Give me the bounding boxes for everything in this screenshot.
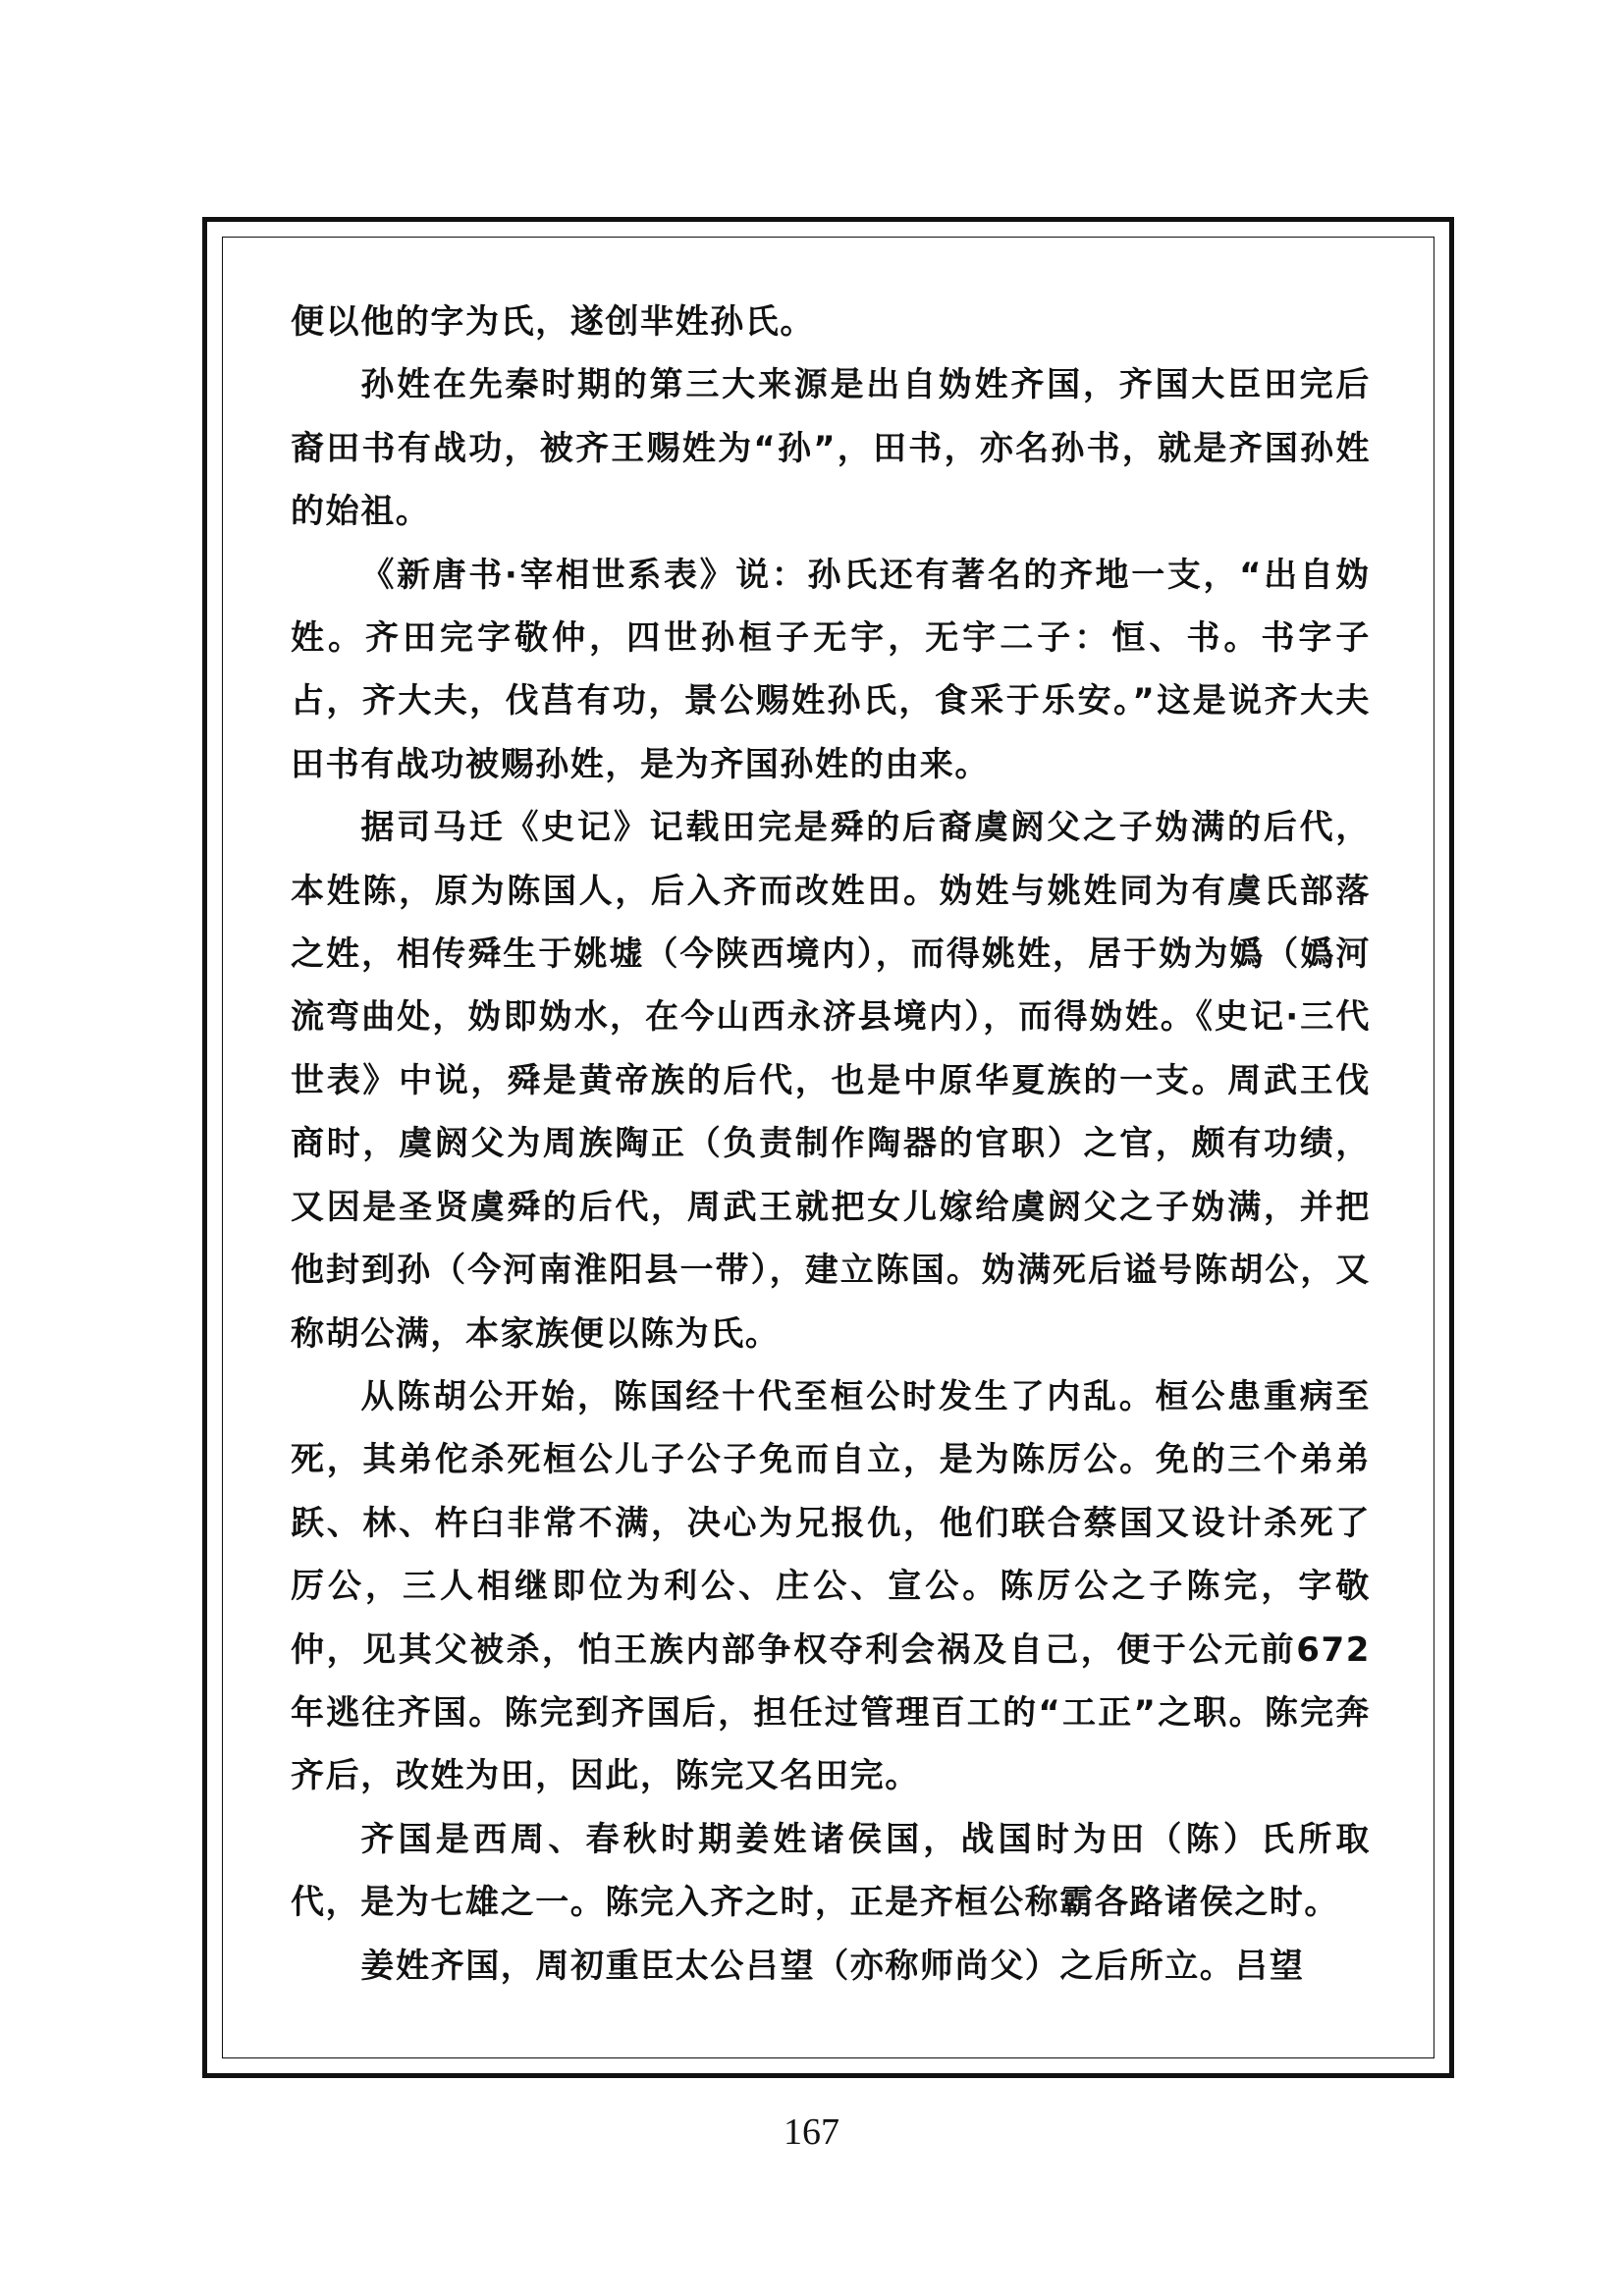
paragraph: 姜姓齐国，周初重臣太公吕望（亦称师尚父）之后所立。吕望 — [360, 1946, 1305, 1986]
page-number: 167 — [784, 2111, 839, 2153]
paragraph: 孙姓在先秦时期的第三大来源是出自妫姓齐国，齐国大臣田完后裔田书有战功，被齐王赐姓为“孙”，田书，亦名孙书，就是齐国孙姓的始祖。 — [291, 365, 1371, 532]
paragraph: 据司马迁《史记》记载田完是舜的后裔虞阏父之子妫满的后代，本姓陈，原为陈国人，后入齐而改姓田。妫姓与姚姓同为有虞氏部落之姓，相传舜生于姚墟（今陕西境内），而得姚姓，居于妫为嬀（嬀河流弯曲处，妫即妫水，在今山西永济县境内），而得妫姓。《史记·三代世表》中说，舜是黄帝族的后代，也是中原华夏族的一支。周武王伐商时，虞阏父为周族陶正（负责制作陶器的官职）之官，颇有功绩，又因是圣贤虞舜的后代，周武王就把女儿嫁给虞阏父之子妫满，并把他封到孙（今河南淮阳县一带），建立陈国。妫满死后谥号陈胡公，又称胡公满，本家族便以陈为氏。 — [291, 808, 1371, 1354]
body-text — [291, 291, 1371, 1998]
paragraph: 便以他的字为氏，遂创芈姓孙氏。 — [291, 302, 815, 342]
paragraph: 齐国是西周、春秋时期姜姓诸侯国，战国时为田（陈）氏所取代，是为七雄之一。陈完入齐之时，正是齐桓公称霸各路诸侯之时。 — [291, 1819, 1371, 1923]
paragraph: 《新唐书·宰相世系表》说：孙氏还有著名的齐地一支，“出自妫姓。齐田完字敬仲，四世孙桓子无宇，无宇二子：恒、书。书字子占，齐大夫，伐莒有功，景公赐姓孙氏，食采于乐安。”这是说齐大夫田书有战功被赐孙姓，是为齐国孙姓的由来。 — [291, 555, 1371, 784]
paragraph: 从陈胡公开始，陈国经十代至桓公时发生了内乱。桓公患重病至死，其弟佗杀死桓公儿子公子免而自立，是为陈厉公。免的三个弟弟跃、林、杵臼非常不满，决心为兄报仇，他们联合蔡国又设计杀死了厉公，三人相继即位为利公、庄公、宣公。陈厉公之子陈完，字敬仲，见其父被杀，怕王族内部争权夺利会祸及自己，便于公元前672年逃往齐国。陈完到齐国后，担任过管理百工的“工正”之职。陈完奔齐后，改姓为田，因此，陈完又名田完。 — [291, 1376, 1371, 1796]
